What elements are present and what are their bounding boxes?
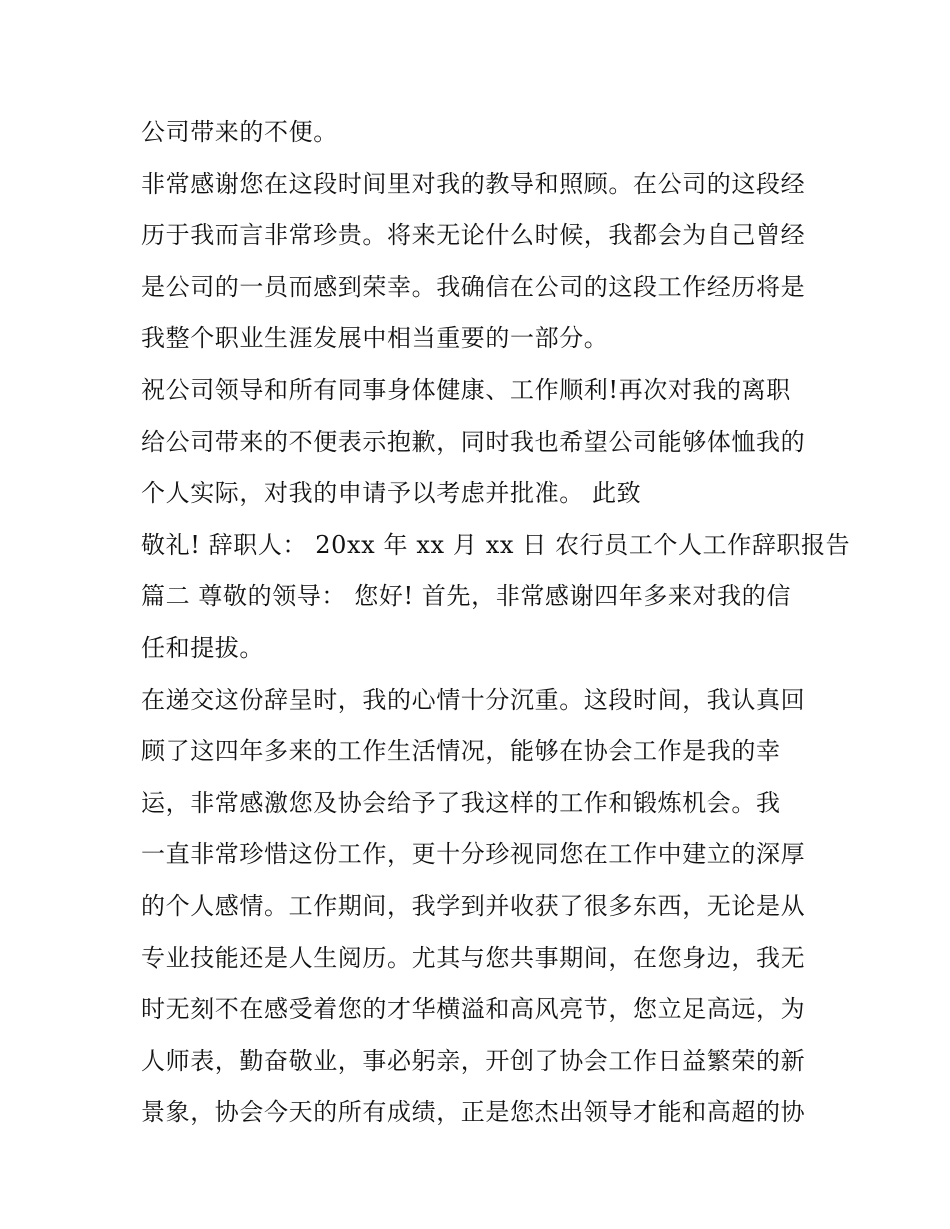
text-line: 专业技能还是人生阅历。尤其与您共事期间，在您身边，我无 bbox=[141, 943, 806, 972]
text-line: 公司带来的不便。 bbox=[141, 118, 338, 146]
text-line: 运，非常感激您及协会给予了我这样的工作和锻炼机会。我 bbox=[141, 788, 781, 817]
text-line: 篇二 尊敬的领导： 您好! 首先，非常感谢四年多来对我的信 bbox=[141, 582, 791, 611]
body-text bbox=[141, 107, 851, 1139]
text-line: 非常感谢您在这段时间里对我的教导和照顾。在公司的这段经 bbox=[141, 169, 806, 198]
text-line: 顾了这四年多来的工作生活情况，能够在协会工作是我的幸 bbox=[141, 737, 781, 766]
text-line: 给公司带来的不便表示抱歉，同时我也希望公司能够体恤我的 bbox=[141, 427, 806, 456]
text-line: 时无刻不在感受着您的才华横溢和高风亮节，您立足高远，为 bbox=[141, 995, 806, 1024]
text-line: 的个人感情。工作期间，我学到并收获了很多东西，无论是从 bbox=[141, 891, 806, 920]
text-line: 是公司的一员而感到荣幸。我确信在公司的这段工作经历将是 bbox=[141, 272, 806, 301]
text-line: 敬礼! 辞职人： 20xx 年 xx 月 xx 日 农行员工个人工作辞职报告 bbox=[141, 530, 851, 559]
text-line: 人师表，勤奋敬业，事必躬亲，开创了协会工作日益繁荣的新 bbox=[141, 1046, 806, 1075]
text-line: 景象，协会今天的所有成绩，正是您杰出领导才能和高超的协 bbox=[141, 1098, 806, 1127]
text-line: 个人实际，对我的申请予以考虑并批准。 此致 bbox=[141, 479, 642, 508]
text-line: 任和提拔。 bbox=[141, 633, 264, 662]
text-line: 祝公司领导和所有同事身体健康、工作顺利!再次对我的离职 bbox=[141, 375, 791, 404]
text-line: 我整个职业生涯发展中相当重要的一部分。 bbox=[141, 324, 609, 353]
text-line: 一直非常珍惜这份工作，更十分珍视同您在工作中建立的深厚 bbox=[141, 840, 806, 869]
text-line: 历于我而言非常珍贵。将来无论什么时候，我都会为自己曾经 bbox=[141, 221, 806, 250]
text-line: 在递交这份辞呈时，我的心情十分沉重。这段时间，我认真回 bbox=[141, 685, 806, 714]
